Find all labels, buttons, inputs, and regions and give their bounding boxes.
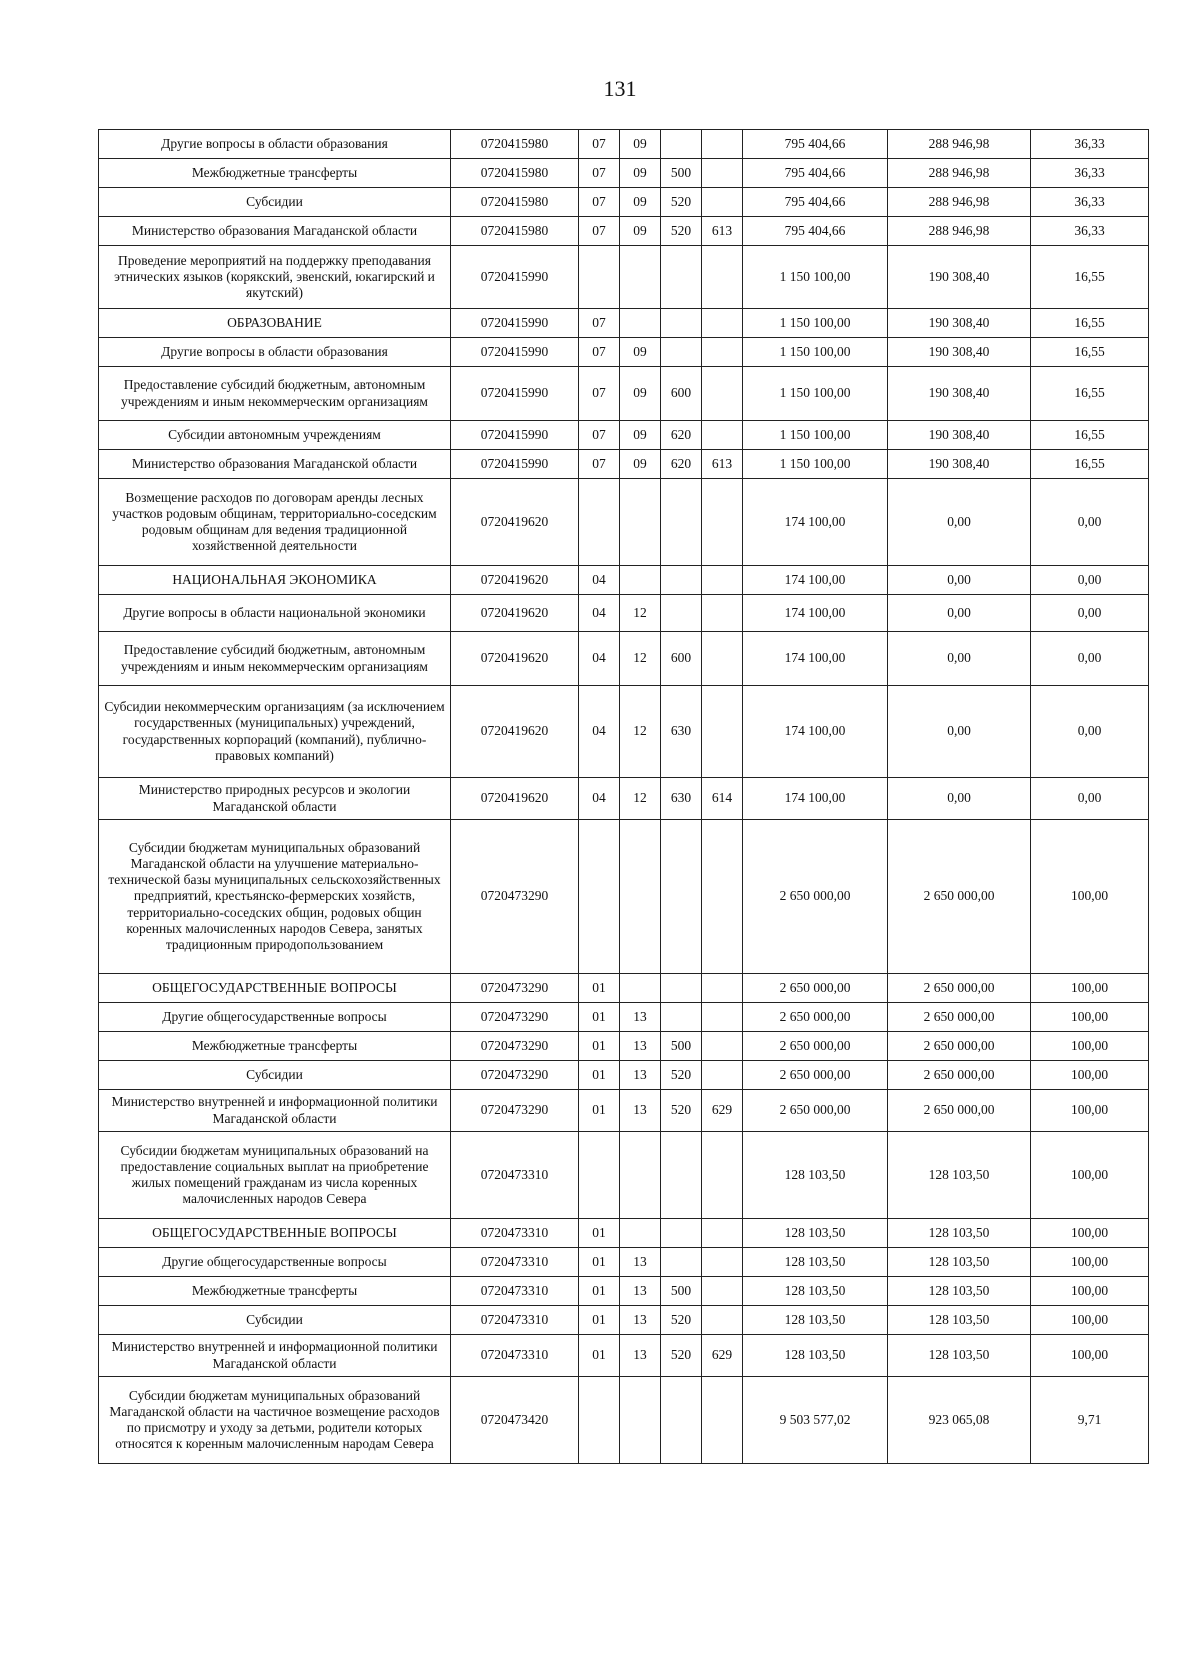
table-row — [99, 217, 1149, 246]
row-percent: 16,55 — [1031, 338, 1149, 367]
row-administrator — [702, 338, 743, 367]
row-subsection: 13 — [620, 1032, 661, 1061]
row-name: Другие вопросы в области образования — [99, 338, 451, 367]
row-actual-amount: 190 308,40 — [888, 421, 1031, 450]
row-subsection: 09 — [620, 338, 661, 367]
row-code: 0720419620 — [451, 778, 579, 820]
row-code: 0720415980 — [451, 159, 579, 188]
row-section: 01 — [579, 1248, 620, 1277]
row-actual-amount: 128 103,50 — [888, 1277, 1031, 1306]
row-subsection — [620, 1219, 661, 1248]
row-administrator: 614 — [702, 778, 743, 820]
row-actual-amount: 2 650 000,00 — [888, 1090, 1031, 1132]
row-code: 0720473310 — [451, 1248, 579, 1277]
table-row — [99, 188, 1149, 217]
row-section: 01 — [579, 1306, 620, 1335]
row-code: 0720415980 — [451, 217, 579, 246]
row-section — [579, 1132, 620, 1219]
table-row — [99, 1032, 1149, 1061]
row-subsection: 13 — [620, 1306, 661, 1335]
row-subsection — [620, 1132, 661, 1219]
row-administrator: 613 — [702, 450, 743, 479]
table-row — [99, 566, 1149, 595]
row-percent: 100,00 — [1031, 1335, 1149, 1377]
row-actual-amount: 0,00 — [888, 479, 1031, 566]
row-actual-amount: 190 308,40 — [888, 246, 1031, 309]
row-administrator — [702, 1377, 743, 1464]
table-row — [99, 1248, 1149, 1277]
row-code: 0720473290 — [451, 820, 579, 974]
row-subsection: 13 — [620, 1003, 661, 1032]
row-plan-amount: 9 503 577,02 — [743, 1377, 888, 1464]
row-expense-type — [661, 1132, 702, 1219]
row-expense-type — [661, 479, 702, 566]
row-plan-amount: 128 103,50 — [743, 1248, 888, 1277]
row-name: Субсидии автономным учреждениям — [99, 421, 451, 450]
row-subsection: 12 — [620, 778, 661, 820]
row-percent: 0,00 — [1031, 778, 1149, 820]
row-section: 01 — [579, 974, 620, 1003]
row-name: Проведение мероприятий на поддержку преподавания этнических языков (корякский, эвенский, юкагирский и якутский) — [99, 246, 451, 309]
row-plan-amount: 2 650 000,00 — [743, 1032, 888, 1061]
row-code: 0720419620 — [451, 479, 579, 566]
row-plan-amount: 128 103,50 — [743, 1277, 888, 1306]
table-body — [99, 130, 1149, 1464]
row-section: 07 — [579, 130, 620, 159]
row-name: Субсидии — [99, 188, 451, 217]
table-row — [99, 1003, 1149, 1032]
row-administrator — [702, 309, 743, 338]
row-administrator — [702, 1032, 743, 1061]
row-plan-amount: 128 103,50 — [743, 1219, 888, 1248]
table-row — [99, 309, 1149, 338]
row-expense-type: 520 — [661, 1335, 702, 1377]
row-administrator — [702, 1248, 743, 1277]
row-plan-amount: 795 404,66 — [743, 159, 888, 188]
row-section: 01 — [579, 1032, 620, 1061]
row-expense-type: 520 — [661, 1061, 702, 1090]
table-row — [99, 632, 1149, 686]
row-name: Министерство образования Магаданской области — [99, 450, 451, 479]
row-section — [579, 246, 620, 309]
row-expense-type — [661, 1219, 702, 1248]
row-percent: 100,00 — [1031, 1061, 1149, 1090]
row-expense-type — [661, 309, 702, 338]
row-expense-type: 520 — [661, 1306, 702, 1335]
row-plan-amount: 174 100,00 — [743, 632, 888, 686]
table-row — [99, 130, 1149, 159]
row-section — [579, 820, 620, 974]
row-percent: 100,00 — [1031, 1090, 1149, 1132]
row-section: 04 — [579, 686, 620, 778]
row-name: Министерство внутренней и информационной политики Магаданской области — [99, 1335, 451, 1377]
row-percent: 100,00 — [1031, 1219, 1149, 1248]
row-expense-type: 520 — [661, 217, 702, 246]
row-actual-amount: 288 946,98 — [888, 188, 1031, 217]
row-administrator — [702, 1306, 743, 1335]
row-name: Министерство образования Магаданской области — [99, 217, 451, 246]
table-row — [99, 778, 1149, 820]
row-code: 0720473420 — [451, 1377, 579, 1464]
row-actual-amount: 2 650 000,00 — [888, 1061, 1031, 1090]
row-percent: 16,55 — [1031, 367, 1149, 421]
row-expense-type — [661, 820, 702, 974]
row-percent: 100,00 — [1031, 1003, 1149, 1032]
row-name: ОБЩЕГОСУДАРСТВЕННЫЕ ВОПРОСЫ — [99, 1219, 451, 1248]
row-administrator — [702, 1061, 743, 1090]
row-code: 0720415990 — [451, 246, 579, 309]
row-expense-type — [661, 974, 702, 1003]
row-percent: 16,55 — [1031, 421, 1149, 450]
table-row — [99, 1377, 1149, 1464]
row-percent: 100,00 — [1031, 1132, 1149, 1219]
row-actual-amount: 128 103,50 — [888, 1306, 1031, 1335]
row-name: Другие общегосударственные вопросы — [99, 1248, 451, 1277]
table-row — [99, 595, 1149, 632]
row-name: Субсидии бюджетам муниципальных образований на предоставление социальных выплат на приобретение жилых помещений гражданам из числа коренных малочисленных народов Севера — [99, 1132, 451, 1219]
row-percent: 0,00 — [1031, 566, 1149, 595]
row-code: 0720473310 — [451, 1335, 579, 1377]
row-percent: 100,00 — [1031, 1032, 1149, 1061]
row-actual-amount: 923 065,08 — [888, 1377, 1031, 1464]
row-administrator — [702, 1277, 743, 1306]
row-actual-amount: 128 103,50 — [888, 1335, 1031, 1377]
row-code: 0720415980 — [451, 130, 579, 159]
row-code: 0720473290 — [451, 1032, 579, 1061]
row-code: 0720473310 — [451, 1219, 579, 1248]
row-percent: 0,00 — [1031, 686, 1149, 778]
row-expense-type: 620 — [661, 421, 702, 450]
row-plan-amount: 2 650 000,00 — [743, 1090, 888, 1132]
row-plan-amount: 1 150 100,00 — [743, 450, 888, 479]
row-section: 04 — [579, 632, 620, 686]
row-code: 0720415990 — [451, 309, 579, 338]
row-plan-amount: 174 100,00 — [743, 778, 888, 820]
row-name: Субсидии бюджетам муниципальных образований Магаданской области на улучшение материально-технической базы муниципальных сельскохозяйственных предприятий, крестьянско-фермерских хозяйств, территориально-соседских общин, родовых общин коренных малочисленных народов Севера, занятых традиционным природопользованием — [99, 820, 451, 974]
row-subsection — [620, 566, 661, 595]
row-name: Предоставление субсидий бюджетным, автономным учреждениям и иным некоммерческим организациям — [99, 367, 451, 421]
row-section: 04 — [579, 595, 620, 632]
row-section: 07 — [579, 309, 620, 338]
row-code: 0720473310 — [451, 1306, 579, 1335]
table-row — [99, 820, 1149, 974]
row-section — [579, 1377, 620, 1464]
row-percent: 100,00 — [1031, 820, 1149, 974]
row-actual-amount: 288 946,98 — [888, 159, 1031, 188]
row-code: 0720415990 — [451, 338, 579, 367]
row-plan-amount: 128 103,50 — [743, 1132, 888, 1219]
row-actual-amount: 190 308,40 — [888, 338, 1031, 367]
row-name: Предоставление субсидий бюджетным, автономным учреждениям и иным некоммерческим организациям — [99, 632, 451, 686]
row-plan-amount: 795 404,66 — [743, 217, 888, 246]
row-name: Другие вопросы в области национальной экономики — [99, 595, 451, 632]
row-actual-amount: 2 650 000,00 — [888, 820, 1031, 974]
table-row — [99, 367, 1149, 421]
row-plan-amount: 2 650 000,00 — [743, 974, 888, 1003]
row-administrator: 629 — [702, 1090, 743, 1132]
row-percent: 36,33 — [1031, 159, 1149, 188]
row-code: 0720415990 — [451, 450, 579, 479]
row-code: 0720419620 — [451, 632, 579, 686]
row-percent: 36,33 — [1031, 130, 1149, 159]
table-row — [99, 246, 1149, 309]
row-subsection — [620, 309, 661, 338]
row-expense-type — [661, 130, 702, 159]
row-plan-amount: 2 650 000,00 — [743, 1003, 888, 1032]
row-percent: 100,00 — [1031, 1248, 1149, 1277]
row-section: 01 — [579, 1003, 620, 1032]
row-section: 04 — [579, 778, 620, 820]
row-name: Другие общегосударственные вопросы — [99, 1003, 451, 1032]
row-plan-amount: 174 100,00 — [743, 566, 888, 595]
row-subsection: 09 — [620, 188, 661, 217]
row-administrator — [702, 246, 743, 309]
row-section: 01 — [579, 1219, 620, 1248]
row-name: Субсидии — [99, 1306, 451, 1335]
row-subsection — [620, 974, 661, 1003]
row-section: 04 — [579, 566, 620, 595]
row-subsection — [620, 479, 661, 566]
row-name: Межбюджетные трансферты — [99, 159, 451, 188]
row-code: 0720473290 — [451, 1003, 579, 1032]
row-administrator — [702, 632, 743, 686]
row-actual-amount: 0,00 — [888, 595, 1031, 632]
table-row — [99, 421, 1149, 450]
row-code: 0720419620 — [451, 686, 579, 778]
row-expense-type — [661, 338, 702, 367]
row-percent: 36,33 — [1031, 188, 1149, 217]
row-actual-amount: 190 308,40 — [888, 309, 1031, 338]
row-section: 01 — [579, 1090, 620, 1132]
row-percent: 16,55 — [1031, 246, 1149, 309]
table-row — [99, 1306, 1149, 1335]
row-expense-type — [661, 1248, 702, 1277]
row-administrator — [702, 1132, 743, 1219]
row-subsection: 09 — [620, 450, 661, 479]
row-subsection: 12 — [620, 632, 661, 686]
page-number: 131 — [603, 76, 637, 101]
table-row — [99, 479, 1149, 566]
row-code: 0720473290 — [451, 974, 579, 1003]
row-section: 01 — [579, 1061, 620, 1090]
row-plan-amount: 1 150 100,00 — [743, 367, 888, 421]
row-subsection: 12 — [620, 595, 661, 632]
row-administrator — [702, 130, 743, 159]
row-administrator — [702, 1219, 743, 1248]
table-row — [99, 1132, 1149, 1219]
row-name: Возмещение расходов по договорам аренды лесных участков родовым общинам, территориально-соседским родовым общинам для ведения традиционной хозяйственной деятельности — [99, 479, 451, 566]
row-section: 01 — [579, 1277, 620, 1306]
row-subsection: 13 — [620, 1090, 661, 1132]
row-expense-type: 620 — [661, 450, 702, 479]
row-section: 07 — [579, 217, 620, 246]
row-section: 07 — [579, 188, 620, 217]
row-expense-type — [661, 566, 702, 595]
row-code: 0720415990 — [451, 367, 579, 421]
row-percent: 16,55 — [1031, 309, 1149, 338]
row-percent: 100,00 — [1031, 1306, 1149, 1335]
row-section: 01 — [579, 1335, 620, 1377]
budget-table — [98, 129, 1149, 1464]
row-plan-amount: 2 650 000,00 — [743, 1061, 888, 1090]
row-name: Субсидии некоммерческим организациям (за исключением государственных (муниципальных) учреждений, государственных корпораций (компаний), публично-правовых компаний) — [99, 686, 451, 778]
row-subsection — [620, 820, 661, 974]
row-actual-amount: 2 650 000,00 — [888, 1003, 1031, 1032]
row-percent: 36,33 — [1031, 217, 1149, 246]
row-actual-amount: 288 946,98 — [888, 130, 1031, 159]
row-administrator — [702, 974, 743, 1003]
table-row — [99, 686, 1149, 778]
row-plan-amount: 1 150 100,00 — [743, 246, 888, 309]
row-expense-type — [661, 1003, 702, 1032]
row-section: 07 — [579, 338, 620, 367]
row-percent: 0,00 — [1031, 479, 1149, 566]
row-plan-amount: 174 100,00 — [743, 479, 888, 566]
row-subsection: 09 — [620, 421, 661, 450]
row-actual-amount: 2 650 000,00 — [888, 974, 1031, 1003]
row-expense-type: 500 — [661, 1032, 702, 1061]
row-section: 07 — [579, 367, 620, 421]
row-administrator — [702, 479, 743, 566]
row-code: 0720419620 — [451, 595, 579, 632]
row-code: 0720473310 — [451, 1132, 579, 1219]
row-code: 0720473290 — [451, 1090, 579, 1132]
row-name: Субсидии бюджетам муниципальных образований Магаданской области на частичное возмещение расходов по присмотру и уходу за детьми, родители которых относятся к коренным малочисленным народам Севера — [99, 1377, 451, 1464]
row-expense-type: 520 — [661, 1090, 702, 1132]
row-subsection: 13 — [620, 1277, 661, 1306]
row-code: 0720419620 — [451, 566, 579, 595]
row-percent: 0,00 — [1031, 595, 1149, 632]
row-plan-amount: 2 650 000,00 — [743, 820, 888, 974]
row-administrator — [702, 595, 743, 632]
row-administrator — [702, 159, 743, 188]
row-expense-type: 520 — [661, 188, 702, 217]
table-row — [99, 338, 1149, 367]
row-subsection: 09 — [620, 159, 661, 188]
row-expense-type — [661, 1377, 702, 1464]
row-plan-amount: 795 404,66 — [743, 130, 888, 159]
row-plan-amount: 1 150 100,00 — [743, 421, 888, 450]
row-name: Межбюджетные трансферты — [99, 1277, 451, 1306]
row-administrator — [702, 421, 743, 450]
row-administrator — [702, 1003, 743, 1032]
row-expense-type: 600 — [661, 632, 702, 686]
row-name: Министерство внутренней и информационной политики Магаданской области — [99, 1090, 451, 1132]
row-subsection: 13 — [620, 1248, 661, 1277]
row-administrator — [702, 686, 743, 778]
row-actual-amount: 190 308,40 — [888, 367, 1031, 421]
row-name: НАЦИОНАЛЬНАЯ ЭКОНОМИКА — [99, 566, 451, 595]
row-actual-amount: 288 946,98 — [888, 217, 1031, 246]
row-plan-amount: 174 100,00 — [743, 595, 888, 632]
row-subsection: 09 — [620, 367, 661, 421]
row-percent: 16,55 — [1031, 450, 1149, 479]
row-section: 07 — [579, 421, 620, 450]
table-row — [99, 1219, 1149, 1248]
table-row — [99, 974, 1149, 1003]
row-administrator — [702, 820, 743, 974]
row-section — [579, 479, 620, 566]
row-plan-amount: 1 150 100,00 — [743, 338, 888, 367]
row-section: 07 — [579, 159, 620, 188]
row-expense-type — [661, 595, 702, 632]
row-plan-amount: 128 103,50 — [743, 1306, 888, 1335]
row-actual-amount: 0,00 — [888, 686, 1031, 778]
row-percent: 9,71 — [1031, 1377, 1149, 1464]
row-subsection — [620, 1377, 661, 1464]
table-row — [99, 1090, 1149, 1132]
row-plan-amount: 128 103,50 — [743, 1335, 888, 1377]
row-percent: 100,00 — [1031, 974, 1149, 1003]
row-plan-amount: 795 404,66 — [743, 188, 888, 217]
row-percent: 100,00 — [1031, 1277, 1149, 1306]
row-subsection: 13 — [620, 1335, 661, 1377]
row-code: 0720473310 — [451, 1277, 579, 1306]
row-actual-amount: 0,00 — [888, 566, 1031, 595]
row-subsection: 09 — [620, 217, 661, 246]
row-subsection: 12 — [620, 686, 661, 778]
row-actual-amount: 0,00 — [888, 632, 1031, 686]
row-expense-type: 630 — [661, 686, 702, 778]
row-expense-type — [661, 246, 702, 309]
row-expense-type: 600 — [661, 367, 702, 421]
row-code: 0720415980 — [451, 188, 579, 217]
row-name: Межбюджетные трансферты — [99, 1032, 451, 1061]
row-code: 0720415990 — [451, 421, 579, 450]
row-name: Министерство природных ресурсов и экологии Магаданской области — [99, 778, 451, 820]
table-row — [99, 1061, 1149, 1090]
row-actual-amount: 128 103,50 — [888, 1248, 1031, 1277]
row-actual-amount: 128 103,50 — [888, 1132, 1031, 1219]
row-subsection — [620, 246, 661, 309]
row-administrator: 629 — [702, 1335, 743, 1377]
row-administrator — [702, 566, 743, 595]
row-percent: 0,00 — [1031, 632, 1149, 686]
row-expense-type: 500 — [661, 1277, 702, 1306]
row-actual-amount: 0,00 — [888, 778, 1031, 820]
row-plan-amount: 174 100,00 — [743, 686, 888, 778]
row-section: 07 — [579, 450, 620, 479]
row-name: ОБРАЗОВАНИЕ — [99, 309, 451, 338]
row-subsection: 13 — [620, 1061, 661, 1090]
row-plan-amount: 1 150 100,00 — [743, 309, 888, 338]
row-administrator — [702, 367, 743, 421]
table-row — [99, 1335, 1149, 1377]
row-subsection: 09 — [620, 130, 661, 159]
row-expense-type: 500 — [661, 159, 702, 188]
row-administrator: 613 — [702, 217, 743, 246]
table-row — [99, 1277, 1149, 1306]
row-administrator — [702, 188, 743, 217]
table-row — [99, 450, 1149, 479]
row-name: Субсидии — [99, 1061, 451, 1090]
table-row — [99, 159, 1149, 188]
row-actual-amount: 128 103,50 — [888, 1219, 1031, 1248]
row-actual-amount: 2 650 000,00 — [888, 1032, 1031, 1061]
row-name: ОБЩЕГОСУДАРСТВЕННЫЕ ВОПРОСЫ — [99, 974, 451, 1003]
row-name: Другие вопросы в области образования — [99, 130, 451, 159]
row-code: 0720473290 — [451, 1061, 579, 1090]
row-expense-type: 630 — [661, 778, 702, 820]
row-actual-amount: 190 308,40 — [888, 450, 1031, 479]
